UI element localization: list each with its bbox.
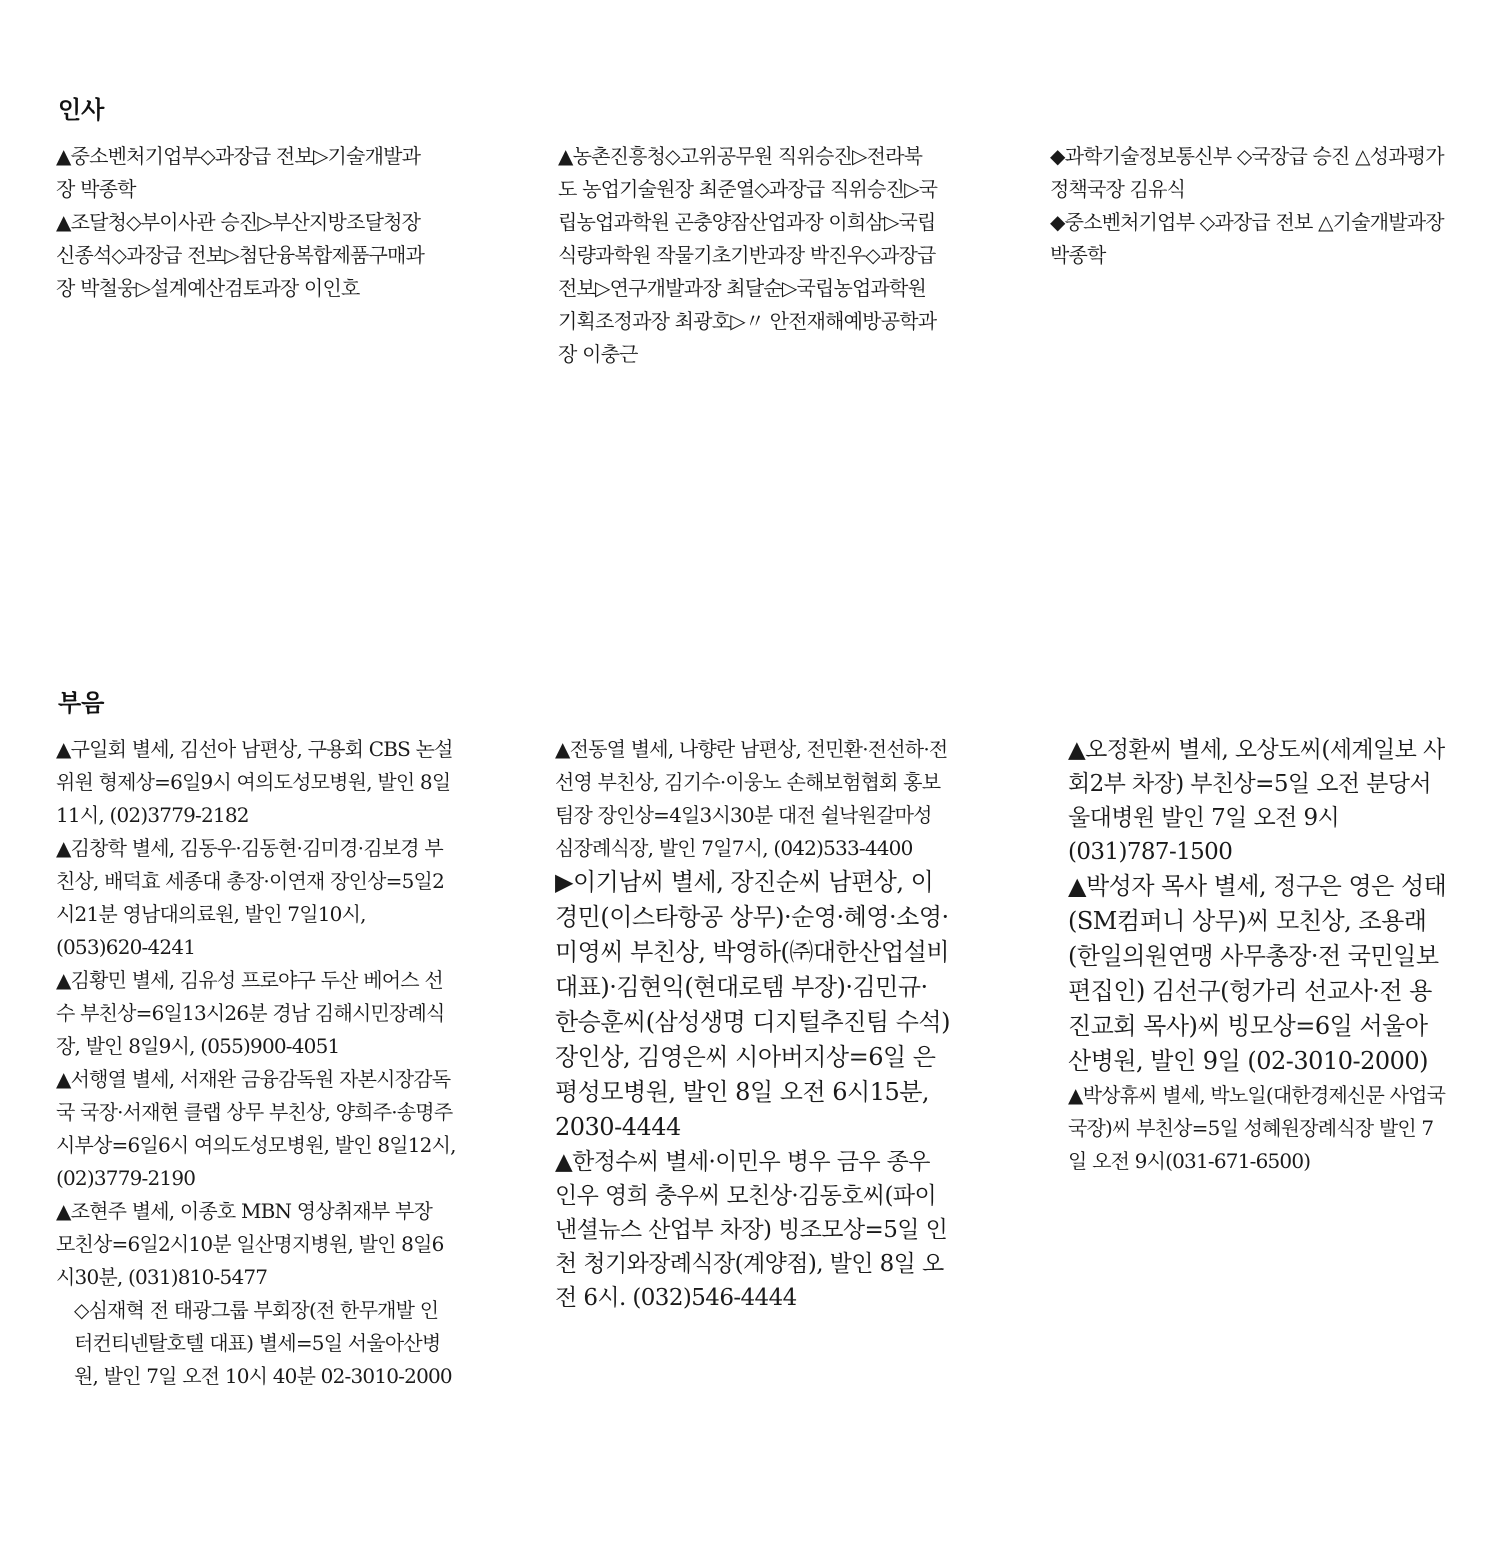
insa-column-3 [1050, 140, 1450, 272]
obituary-entry: ◇심재혁 전 태광그룹 부회장(전 한무개발 인터컨티넨탈호텔 대표) 별세=5일 서울아산병원, 발인 7일 오전 10시 40분 02-3010-2000 [74, 1298, 452, 1388]
insa-column-2 [558, 140, 940, 371]
obituary-entry: ▲서행열 별세, 서재완 금융감독원 자본시장감독국 국장·서재현 클랩 상무 부친상, 양희주·송명주 시부상=6일6시 여의도성모병원, 발인 8일12시, (02)3779-2190 [56, 1067, 456, 1190]
insa-entry: ◆과학기술정보통신부 ◇국장급 승진 △성과평가정책국장 김유식 [1050, 144, 1444, 201]
obituary-entry: ▲김창학 별세, 김동우·김동현·김미경·김보경 부친상, 배덕효 세종대 총장·이연재 장인상=5일2시21분 영남대의료원, 발인 7일10시, (053)620-4241 [56, 836, 444, 959]
insa-entry: ▲중소벤처기업부◇과장급 전보▷기술개발과장 박종학 [56, 144, 421, 201]
bueum-column-2 [555, 733, 950, 1315]
obituary-entry: ▲김황민 별세, 김유성 프로야구 두산 베어스 선수 부친상=6일13시26분 경남 김해시민장례식장, 발인 8일9시, (055)900-4051 [56, 968, 445, 1058]
obituary-entry: ▲박성자 목사 별세, 정구은 영은 성태(SM컴퍼니 상무)씨 모친상, 조용래(한일의원연맹 사무총장·전 국민일보 편집인) 김선구(헝가리 선교사·전 용진교회 목사)씨 빙모상=6일 서울아산병원, 발인 9일 (02-3010-2000) [1068, 872, 1447, 1075]
bueum-column-3 [1068, 733, 1448, 1178]
obituary-entry: ▲한정수씨 별세·이민우 병우 금우 종우 인우 영희 충우씨 모친상·김동호씨(파이낸셜뉴스 산업부 차장) 빙조모상=5일 인천 청기와장례식장(계양점), 발인 8일 오전 6시. (032)546-4444 [555, 1149, 948, 1311]
obituary-entry: ▲박상휴씨 별세, 박노일(대한경제신문 사업국 국장)씨 부친상=5일 성혜원장례식장 발인 7일 오전 9시(031-671-6500) [1068, 1083, 1446, 1173]
insa-column-1 [56, 140, 436, 305]
insa-entry: ▲조달청◇부이사관 승진▷부산지방조달청장 신종석◇과장급 전보▷첨단융복합제품구매과장 박철웅▷설계예산검토과장 이인호 [56, 210, 425, 300]
insa-entry: ◆중소벤처기업부 ◇과장급 전보 △기술개발과장 박종학 [1050, 210, 1444, 267]
obituary-entry: ▲조현주 별세, 이종호 MBN 영상취재부 부장 모친상=6일2시10분 일산명지병원, 발인 8일6시30분, (031)810-5477 [56, 1199, 444, 1289]
obituary-entry: ▲구일회 별세, 김선아 남편상, 구용회 CBS 논설위원 형제상=6일9시 여의도성모병원, 발인 8일11시, (02)3779-2182 [56, 737, 453, 827]
section-title-insa: 인사 [58, 96, 105, 124]
section-title-bueum: 부음 [58, 689, 105, 717]
obituary-entry: ▶이기남씨 별세, 장진순씨 남편상, 이경민(이스타항공 상무)·순영·혜영·소영·미영씨 부친상, 박영하(㈜대한산업설비 대표)·김현익(현대로템 부장)·김민규·한승훈씨(삼성생명 디지털추진팀 수석) 장인상, 김영은씨 시아버지상=6일 은평성모병원, 발인 8일 오전 6시15분, 2030-4444 [555, 868, 950, 1141]
bueum-column-1 [56, 733, 456, 1393]
obituary-entry: ▲오정환씨 별세, 오상도씨(세계일보 사회2부 차장) 부친상=5일 오전 분당서울대병원 발인 7일 오전 9시 (031)787-1500 [1068, 737, 1445, 865]
obituary-entry: ▲전동열 별세, 나향란 남편상, 전민환·전선하·전선영 부친상, 김기수·이웅노 손해보험협회 홍보팀장 장인상=4일3시30분 대전 쉴낙원갈마성심장례식장, 발인 7일7시, (042)533-4400 [555, 737, 948, 860]
insa-entry: ▲농촌진흥청◇고위공무원 직위승진▷전라북도 농업기술원장 최준열◇과장급 직위승진▷국립농업과학원 곤충양잠산업과장 이희삼▷국립식량과학원 작물기초기반과장 박진우◇과장급 전보▷연구개발과장 최달순▷국립농업과학원 기획조정과장 최광호▷〃 안전재해예방공학과장 이충근 [558, 144, 938, 366]
